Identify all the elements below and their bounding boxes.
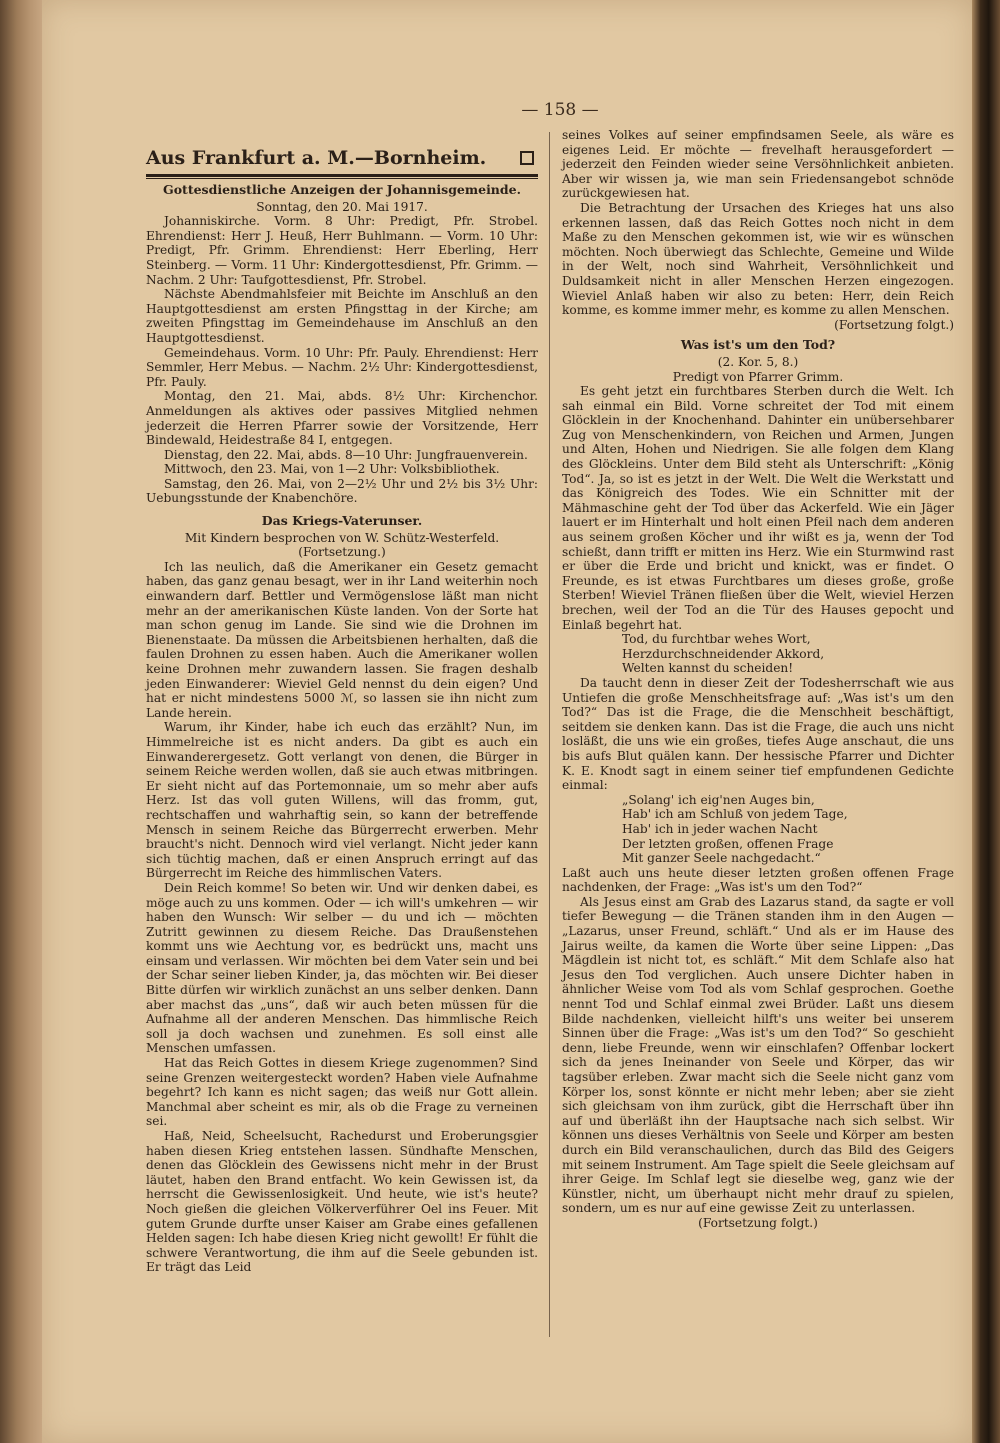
article-paragraph: Warum, ihr Kinder, habe ich euch das erzählt? Nun, im Himmelreiche ist es nicht anders. Da gibt es auch ein Einwanderergesetz. Gott verlangt von denen, die Bürger in seinem Reiche werden wollen, daß sie auch etwas mitbringen. Er sieht nicht auf das Portemonnaie, um so mehr aber aufs Herz. Ist das voll guten Willens, will das fromm, gut, rechtschaffen und wahrhaftig sein, so kann der betreffende Mensch in seinem Reiche das Bürgerrecht erwerben. Mehr braucht's nicht. Dennoch wird viel verlangt. Nicht jeder kann sich tüchtig machen, daß er einen Anspruch erringt auf das Bürgerrecht im Reiche des himmlischen Vaters. bbox=[146, 720, 538, 881]
verse-line: Welten kannst du scheiden! bbox=[622, 661, 794, 676]
article-paragraph: Ich las neulich, daß die Amerikaner ein Gesetz gemacht haben, das ganz genau besagt, wer in ihr Land weiterhin noch einwandern darf. Bettler und Vermögenslose läßt man nicht mehr an der amerikanischen Küste landen. Von der Sorte hat man schon genug im Lande. Sie sind wie die Drohnen im Bienenstaate. Da müssen die Arbeitsbienen herhalten, daß die faulen Drohnen zu essen haben. Auch die Amerikaner wollen keine Drohnen mehr zuwandern lassen. Sie fragen deshalb jeden Einwanderer: Wieviel Geld nennst du dein eigen? Und hat er nicht mindestens 5000 ℳ, so lassen sie ihn nicht zum Lande herein. bbox=[146, 559, 538, 720]
announcement-paragraph: Samstag, den 26. Mai, von 2—2½ Uhr und 2½ bis 3½ Uhr: Uebungsstunde der Knabenchöre. bbox=[146, 476, 538, 506]
left-column bbox=[146, 128, 538, 1275]
facing-page-edge bbox=[972, 0, 1000, 1443]
announcement-paragraph: Montag, den 21. Mai, abds. 8½ Uhr: Kirchenchor. Anmeldungen als aktives oder passives Mitglied nehmen jederzeit die Herren Pfarrer sowie der Vorsitzende, Herr Bindewald, Heidestraße 84 I, entgegen. bbox=[146, 389, 538, 448]
masthead-rule-thin bbox=[146, 178, 538, 179]
column-divider bbox=[549, 132, 550, 1337]
date-line: Sonntag, den 20. Mai 1917. bbox=[256, 199, 428, 214]
masthead bbox=[146, 146, 538, 170]
article-paragraph: Dein Reich komme! So beten wir. Und wir denken dabei, es möge auch zu uns kommen. Oder — ich will's umkehren — wir haben den Wunsch: Wir selber — du und ich — möchten Zutritt gewinnen zu diesem Reiche. Das Draußenstehen kommt uns wie Aechtung vor, es bedrückt uns, macht uns einsam und verlassen. Wir möchten bei dem Vater sein und bei der Schar seiner lieben Kinder, ja, das möchten wir. Bei dieser Bitte dürfen wir wirklich zunächst an uns selber denken. Dann aber machst das „uns“, daß wir auch beten müssen für die Aufnahme all der anderen Menschen. Das himmlische Reich soll ja doch wachsen und zunehmen. Es soll einst alle Menschen umfassen. bbox=[146, 880, 538, 1056]
continuation-note: (Fortsetzung.) bbox=[298, 545, 386, 560]
verse-block bbox=[562, 632, 954, 676]
book-binding bbox=[0, 0, 42, 1443]
article-title-vaterunser: Das Kriegs-Vaterunser. bbox=[261, 513, 423, 529]
right-column bbox=[562, 128, 954, 1231]
sermon-paragraph: Da taucht denn in dieser Zeit der Todesherrschaft wie aus Untiefen die große Menschheitsfrage auf: „Was ist's um den Tod?“ Das ist die Frage, die die Menschheit beschäftigt, seitdem sie denken kann. Das ist die Frage, die auch uns nicht losläßt, die uns wie ein großes, tiefes Auge anschaut, die uns bis aufs Blut quälen kann. Der hessische Pfarrer und Dichter K. E. Knodt sagt in einem seiner tief empfundenen Gedichte einmal: bbox=[562, 675, 954, 793]
sermon-paragraph: Es geht jetzt ein furchtbares Sterben durch die Welt. Ich sah einmal ein Bild. Vorne schreitet der Tod mit einem Glöcklein in der Knochenhand. Dahinter ein unübersehbarer Zug von Menschenkindern, von Reichen und Armen, Jungen und Alten, Hohen und Niedrigen. Sie alle folgen dem Klang des Glöckleins. Unter dem Bild steht als Unterschrift: „König Tod“. Ja, so ist es jetzt in der Welt. Die Welt die Werkstatt und das Königreich des Todes. Wie ein Schnitter mit der Mähmaschine geht der Tod über das Ackerfeld. Wie ein Jäger lauert er im Hinterhalt und holt einen Pfeil nach dem anderen aus seinem großen Köcher und ihr wißt es ja, wenn der Tod schießt, dann trifft er mitten ins Herz. Wie ein Sturmwind rast er über die Erde und bricht und knickt, was er findet. O Freunde, es ist etwas Furchtbares um dieses große, große Sterben! Wieviel Tränen fließen über die Welt, wieviel Herzen brechen, weil der Tod an die Tür des Hauses gepocht und Einlaß begehrt hat. bbox=[562, 384, 954, 632]
square-ornament-icon bbox=[520, 151, 534, 165]
continuation-note: (Fortsetzung folgt.) bbox=[834, 317, 954, 332]
continuation-note: (Fortsetzung folgt.) bbox=[698, 1215, 818, 1230]
article-paragraph: Haß, Neid, Scheelsucht, Rachedurst und Eroberungsgier haben diesen Krieg entstehen lassen. Sündhafte Menschen, denen das Glöcklein des Gewissens nicht mehr in der Brust läutet, haben den Brand entfacht. Wo kein Gewissen ist, da herrscht die Gewissenlosigkeit. Und heute, wie ist's heute? Noch gießen die gleichen Völkerverführer Oel ins Feuer. Mit gutem Grunde durfte unser Kaiser am Grabe eines gefallenen Helden sagen: Ich habe diesen Krieg nicht gewollt! Er fühlt die schwere Verantwortung, die ihm auf die Seele gebunden ist. Er trägt das Leid bbox=[146, 1129, 538, 1275]
article-paragraph: Hat das Reich Gottes in diesem Kriege zugenommen? Sind seine Grenzen weitergesteckt worden? Haben viele Aufnahme begehrt? Ich kann es nicht sagen; das weiß nur Gott allein. Manchmal aber scheint es mir, als ob die Frage zu verneinen sei. bbox=[146, 1056, 538, 1129]
preacher-line: Predigt von Pfarrer Grimm. bbox=[672, 369, 844, 384]
announcement-paragraph: Dienstag, den 22. Mai, abds. 8—10 Uhr: Jungfrauenverein. bbox=[164, 447, 528, 462]
announcement-paragraph: Gemeindehaus. Vorm. 10 Uhr: Pfr. Pauly. Ehrendienst: Herr Semmler, Herr Mebus. — Nachm. 2½ Uhr: Kindergottesdienst, Pfr. Pauly. bbox=[146, 345, 538, 389]
article-title-tod: Was ist's um den Tod? bbox=[680, 337, 836, 353]
section-title: Gottesdienstliche Anzeigen der Johannisgemeinde. bbox=[163, 182, 521, 197]
masthead-title: Aus Frankfurt a. M.—Bornheim. bbox=[146, 147, 487, 169]
masthead-rule bbox=[146, 174, 538, 177]
verse-line: Herzdurchschneidender Akkord, bbox=[622, 646, 825, 661]
article-paragraph: Die Betrachtung der Ursachen des Krieges hat uns also erkennen lassen, daß das Reich Gottes noch nicht in dem Maße zu den Menschen gekommen ist, wie wir es wünschen möchten. Noch überwiegt das Schlechte, Gemeine und Wilde in der Welt, noch sind Wahrheit, Versöhnlichkeit und Duldsamkeit nicht in aller Menschen Herzen eingezogen. Wieviel Anlaß haben wir also zu beten: Herr, dein Reich komme, es komme immer mehr, es komme zu allen Menschen. bbox=[562, 200, 954, 318]
poem-line: Der letzten großen, offenen Frage bbox=[622, 836, 834, 851]
sermon-paragraph: Laßt auch uns heute dieser letzten großen offenen Frage nachdenken, der Frage: „Was ist's um den Tod?“ bbox=[562, 865, 954, 895]
announcement-paragraph: Nächste Abendmahlsfeier mit Beichte im Anschluß an den Hauptgottesdienst am ersten Pfingsttag in der Kirche; am zweiten Pfingsttag im Gemeindehause im Anschluß an den Hauptgottesdienst. bbox=[146, 287, 538, 345]
article-byline: Mit Kindern besprochen von W. Schütz-Westerfeld. bbox=[184, 530, 500, 545]
article-paragraph: seines Volkes auf seiner empfindsamen Seele, als wäre es eigenes Leid. Er möchte — frevelhaft herausgefordert — jederzeit den Feinden wieder seine Versöhnlichkeit anbieten. Aber wir wissen ja, wie man sein Friedensangebot schnöde zurückgewiesen hat. bbox=[562, 128, 954, 201]
verse-line: Tod, du furchtbar wehes Wort, bbox=[622, 632, 811, 647]
poem-line: Hab' ich in jeder wachen Nacht bbox=[622, 821, 818, 836]
poem-block bbox=[562, 793, 954, 866]
poem-line: „Solang' ich eig'nen Auges bin, bbox=[622, 792, 815, 807]
sermon-paragraph: Als Jesus einst am Grab des Lazarus stand, da sagte er voll tiefer Bewegung — die Tränen standen ihm in den Augen — „Lazarus, unser Freund, schläft.“ Und als er im Hause des Jairus weilte, da kamen die Worte über seine Lippen: „Das Mägdlein ist nicht tot, es schläft.“ Mit dem Schlafe also hat Jesus den Tod verglichen. Auch unsere Dichter haben in ähnlicher Weise vom Tod als vom Schlaf gesprochen. Goethe nennt Tod und Schlaf einmal zwei Brüder. Laßt uns diesem Bilde nachdenken, vielleicht hilft's uns weiter bei unserem Sinnen über die Frage: „Was ist's um den Tod?“ So geschieht denn, liebe Freunde, wenn wir einschlafen? Offenbar lockert sich da jenes Ineinander von Seele und Körper, das wir tagsüber erleben. Zwar macht sich die Seele nicht ganz vom Körper los, sonst könnte er nicht mehr leben; aber sie zieht sich gleichsam von ihm zurück, gibt die Herrschaft über ihn auf und überläßt ihn der Hauptsache nach sich selbst. Wir können uns dieses Verhältnis von Seele und Körper am besten durch ein Bild veranschaulichen, durch das Bild des Geigers mit seinem Instrument. Am Tage spielt die Seele gleichsam auf ihrer Geige. Im Schlaf legt sie dieselbe weg, ganz wie der Künstler, nicht, um überhaupt nicht mehr drauf zu spielen, sondern, um es nur auf eine gewisse Zeit zu unterlassen. bbox=[562, 894, 954, 1216]
page-number: — 158 — bbox=[521, 100, 599, 120]
poem-line: Hab' ich am Schluß von jedem Tage, bbox=[622, 807, 848, 822]
announcement-paragraph: Johanniskirche. Vorm. 8 Uhr: Predigt, Pfr. Strobel. Ehrendienst: Herr J. Heuß, Herr Buhlmann. — Vorm. 10 Uhr: Predigt, Pfr. Grimm. Ehrendienst: Herr Eberling, Herr Steinberg. — Vorm. 11 Uhr: Kindergottesdienst, Pfr. Grimm. — Nachm. 2 Uhr: Taufgottesdienst, Pfr. Strobel. bbox=[146, 214, 538, 287]
bible-reference: (2. Kor. 5, 8.) bbox=[717, 354, 799, 369]
announcement-paragraph: Mittwoch, den 23. Mai, von 1—2 Uhr: Volksbibliothek. bbox=[164, 462, 500, 477]
poem-line: Mit ganzer Seele nachgedacht.“ bbox=[622, 851, 821, 866]
